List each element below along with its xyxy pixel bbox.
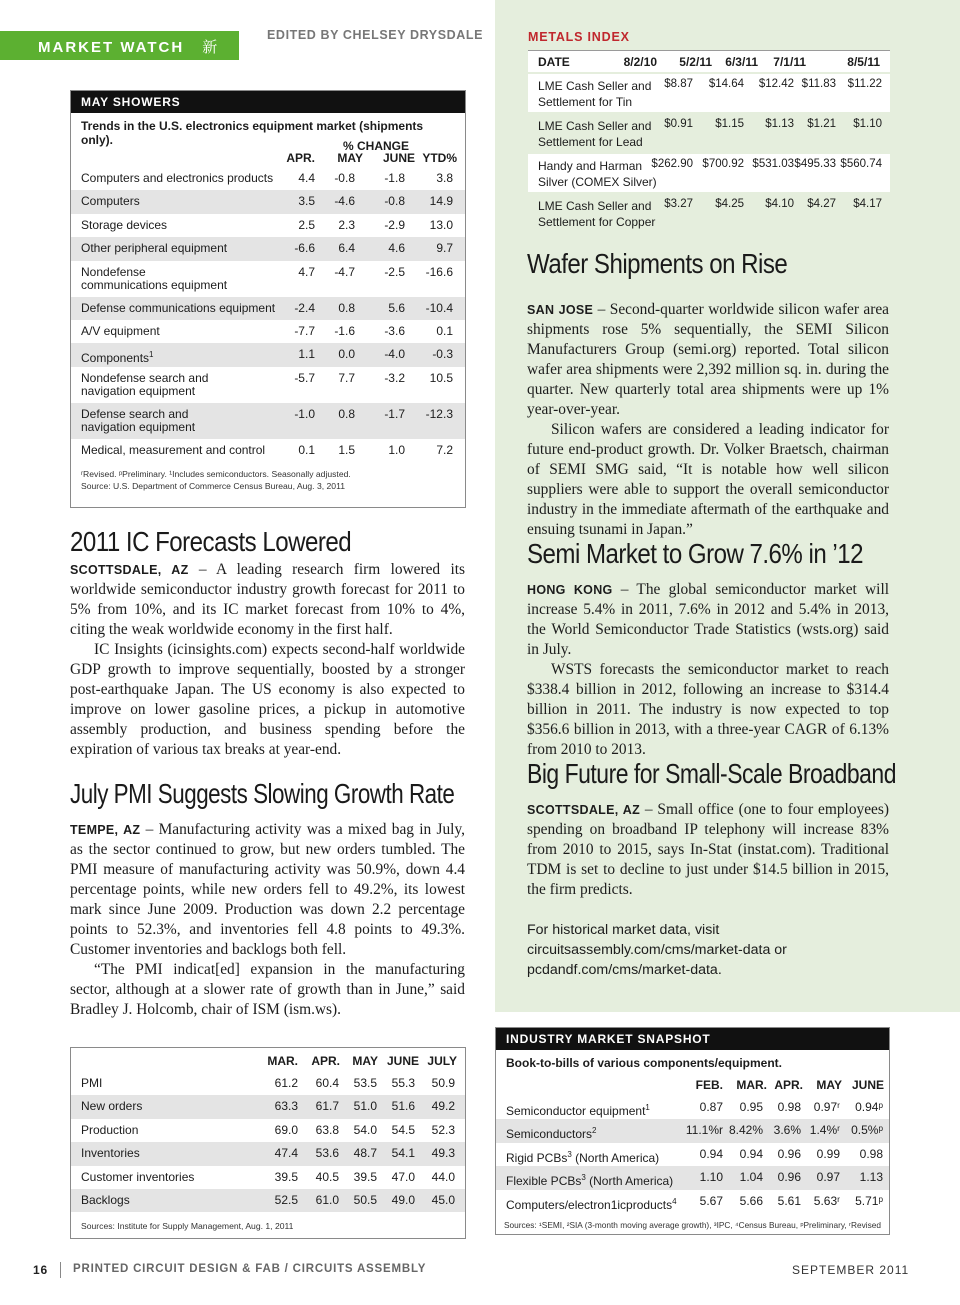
table-row: [71, 1166, 465, 1189]
semi-dateline: HONG KONG: [527, 583, 613, 597]
table-cell: 50.5: [353, 1192, 377, 1207]
table-cell: 9.7: [436, 241, 453, 256]
snap-col-may: MAY: [816, 1078, 842, 1092]
table-cell: $4.10: [765, 198, 794, 210]
table-cell: -1.0: [294, 406, 315, 421]
table-cell: 3.5: [298, 194, 315, 209]
table-cell: 0.0: [338, 347, 355, 362]
table-cell: 7.7: [338, 370, 355, 385]
table-cell: 52.3: [431, 1122, 455, 1137]
table-cell: 0.98: [777, 1100, 801, 1114]
table-cell: 44.0: [431, 1169, 455, 1184]
semi-p1: – The global semiconductor market will increase 5.4% in 2011, 7.6% in 2012 and 5.4% in 2013, the World Semiconductor Trade Statistics (wsts.org) said in July.: [527, 581, 889, 658]
table-row: [71, 1072, 465, 1095]
row-label-text: Defense search and: [81, 406, 189, 421]
wafer-p2: Silicon wafers are considered a leading indicator for future end-product growth. Dr. Volker Braetsch, chairman of SEMI SMG said, “It is notable how well silicon suppliers were able to support the overall semiconductor industry in the immediate aftermath of the earthquake and ensuing tsunami in Japan.”: [527, 421, 889, 538]
table-row: [528, 152, 890, 192]
snap-col-apr: APR.: [774, 1078, 803, 1092]
table-cell: $4.17: [853, 198, 882, 210]
table-cell: 54.0: [353, 1122, 377, 1137]
row-label: [506, 1171, 673, 1188]
row-label-text: Defense communications equipment: [81, 300, 276, 315]
table-cell: $495.33: [794, 158, 836, 170]
row-label: PMI: [81, 1076, 103, 1090]
may-showers-rows: [71, 167, 465, 462]
table-cell: 0.1: [298, 442, 315, 457]
wafer-body: [527, 300, 889, 540]
pmi-dateline: TEMPE, AZ: [70, 823, 141, 837]
row-label-text: Rigid PCBs: [506, 1150, 568, 1165]
table-row: [71, 297, 465, 320]
table-cell: 2.3: [338, 217, 355, 232]
pmi-col-mar: MAR.: [267, 1054, 298, 1068]
row-label: [81, 408, 195, 434]
table-cell: 60.4: [315, 1076, 339, 1090]
table-cell: $8.87: [664, 78, 693, 90]
col-apr: APR.: [286, 151, 315, 165]
table-cell: $1.15: [715, 118, 744, 130]
row-label-sup: 1: [645, 1103, 650, 1112]
table-cell: 0.8: [338, 300, 355, 315]
table-cell: 51.6: [391, 1099, 415, 1114]
table-cell: -7.7: [294, 323, 315, 338]
metals-col-2: 5/2/11: [679, 55, 712, 69]
table-cell: 2.5: [298, 217, 315, 232]
pmi-col-apr: APR.: [311, 1054, 340, 1068]
page-number: 16: [33, 1263, 48, 1277]
table-cell: 11.1%r: [685, 1123, 723, 1138]
snapshot-table: [495, 1027, 890, 1235]
table-cell: 51.0: [353, 1099, 377, 1114]
wafer-p1: – Second-quarter worldwide silicon wafer area shipments rose 5% sequentially, the SEMI Silicon Manufacturers Group (semi.org) reported. Total silicon wafer area shipments were 2,392 million sq. in. during the quarter. New quarterly total area shipments were up 1% year-over-year.: [527, 301, 889, 418]
table-cell: $4.27: [807, 198, 836, 210]
row-label-text: Computers and electronics products: [81, 171, 274, 185]
table-row: [71, 439, 465, 462]
table-row: [496, 1096, 889, 1119]
may-footnote-2: Source: U.S. Department of Commerce Census Bureau, Aug. 3, 2011: [81, 481, 345, 492]
row-label-text: A/V equipment: [81, 323, 160, 338]
table-cell: 5.63ʳ: [813, 1193, 840, 1208]
row-label-sup: 3: [567, 1149, 572, 1159]
table-row: [71, 320, 465, 343]
table-row: [528, 192, 890, 232]
row-label: [506, 1124, 597, 1141]
row-label: [81, 219, 167, 232]
table-row: [496, 1190, 889, 1213]
table-row: [496, 1166, 889, 1189]
row-label-text: Computers/electron1icproducts: [506, 1197, 673, 1212]
row-label-text: Medical, measurement and control: [81, 442, 266, 457]
row-label: [81, 348, 154, 365]
pmi-headline: July PMI Suggests Slowing Growth Rate: [70, 778, 455, 809]
row-label: New orders: [81, 1099, 143, 1114]
table-row: [71, 1189, 465, 1212]
table-cell: -2.4: [294, 300, 315, 315]
row-label-text: Components: [81, 351, 150, 366]
broadband-headline: Big Future for Small-Scale Broadband: [527, 758, 896, 789]
table-cell: $0.91: [664, 118, 693, 130]
metals-col-3: 6/3/11: [725, 55, 758, 69]
table-cell: 45.0: [431, 1192, 455, 1207]
row-label-tail: (North America): [585, 1174, 674, 1189]
col-june: JUNE: [382, 151, 415, 165]
table-cell: 5.61: [777, 1193, 801, 1208]
row-label-line2: navigation equipment: [81, 419, 196, 434]
table-cell: 0.1: [436, 323, 453, 338]
metals-col-1: 8/2/10: [623, 55, 657, 69]
may-showers-title: MAY SHOWERS: [71, 91, 465, 113]
row-label: [81, 372, 208, 398]
ic-headline: 2011 IC Forecasts Lowered: [70, 526, 352, 557]
table-cell: -0.3: [432, 347, 453, 362]
snapshot-subtitle: Book-to-bills of various components/equipment.: [506, 1056, 783, 1070]
table-cell: 4.7: [298, 264, 315, 279]
row-label: [81, 444, 265, 457]
row-label: LME Cash Seller and Settlement for Tin: [538, 79, 652, 109]
metals-header: [528, 50, 890, 72]
row-label: Backlogs: [81, 1192, 130, 1207]
row-label-text: Semiconductors: [506, 1127, 593, 1142]
row-label: [81, 242, 227, 255]
broadband-body: [527, 800, 889, 900]
row-label: [506, 1101, 650, 1118]
table-row: [496, 1143, 889, 1166]
table-cell: 1.10: [699, 1170, 723, 1185]
table-cell: $12.42: [758, 78, 794, 90]
row-label-sup: 2: [592, 1126, 597, 1136]
col-ytd: YTD%: [422, 151, 457, 165]
table-cell: 3.6%: [773, 1123, 801, 1138]
row-label: [506, 1148, 659, 1165]
table-cell: 0.8: [338, 406, 355, 421]
table-cell: 8.42%: [728, 1123, 763, 1138]
row-label-text: Semiconductor equipment: [506, 1104, 646, 1118]
table-cell: 0.5%ᵖ: [851, 1123, 883, 1138]
table-cell: 53.6: [315, 1146, 339, 1161]
table-cell: -0.8: [384, 194, 405, 209]
row-label-text: Computers: [81, 194, 140, 209]
table-cell: $11.83: [801, 78, 836, 90]
row-label-line2: navigation equipment: [81, 383, 196, 398]
may-showers-table: [70, 90, 466, 508]
edited-by: EDITED BY CHELSEY DRYSDALE: [267, 28, 484, 42]
table-row: [496, 1119, 889, 1142]
snap-col-feb: FEB.: [695, 1078, 723, 1092]
table-cell: -0.8: [334, 171, 355, 185]
table-cell: 0.94: [739, 1146, 763, 1161]
table-cell: $4.25: [715, 198, 744, 210]
ic-body: [70, 560, 465, 760]
table-cell: 0.99: [816, 1146, 840, 1161]
table-row: [71, 167, 465, 190]
table-cell: -2.9: [384, 217, 405, 232]
pmi-col-may: MAY: [352, 1054, 378, 1068]
table-cell: 14.9: [429, 194, 453, 209]
row-label: Inventories: [81, 1146, 140, 1161]
table-cell: 61.0: [315, 1192, 339, 1207]
table-cell: $1.21: [807, 118, 836, 130]
table-cell: 0.98: [859, 1146, 883, 1161]
row-label-text: Other peripheral equipment: [81, 241, 228, 256]
metals-title: METALS INDEX: [528, 30, 630, 44]
row-label: [81, 266, 227, 292]
table-cell: 47.4: [274, 1146, 298, 1161]
broadband-p1: – Small office (one to four employees) spending on broadband IP telephony will increase 83% from 2010 to 2015, says In-Stat (instat.com). Traditional TDM is set to decline to just under $14.5 billion in 2015, the firm predicts.: [527, 801, 889, 898]
table-cell: 0.94: [699, 1146, 723, 1161]
row-label-sup: 3: [581, 1173, 586, 1183]
table-cell: 1.0: [388, 442, 405, 457]
may-showers-subtitle: Trends in the U.S. electronics equipment market (shipments only).: [81, 119, 424, 147]
table-cell: $262.90: [651, 158, 693, 170]
table-cell: 49.2: [431, 1099, 455, 1114]
table-cell: -2.5: [384, 264, 405, 279]
snapshot-rows: [496, 1096, 889, 1213]
table-cell: 61.2: [274, 1076, 298, 1090]
row-label-sup: 4: [672, 1196, 677, 1206]
pmi-source: Sources: Institute for Supply Management, Aug. 1, 2011: [81, 1221, 294, 1232]
table-cell: 6.4: [338, 241, 355, 256]
table-cell: 63.3: [274, 1099, 298, 1114]
table-cell: 54.5: [391, 1122, 415, 1137]
table-cell: -10.4: [425, 300, 453, 315]
metals-col-date: DATE: [538, 55, 570, 69]
row-label-text: Storage devices: [81, 217, 168, 232]
table-row: [71, 1142, 465, 1165]
table-row: [528, 112, 890, 152]
table-row: [71, 214, 465, 237]
table-cell: $560.74: [840, 158, 882, 170]
table-row: [71, 403, 465, 439]
table-cell: 0.96: [777, 1170, 801, 1185]
semi-headline: Semi Market to Grow 7.6% in ’12: [527, 538, 863, 569]
row-label: LME Cash Seller and Settlement for Lead: [538, 119, 652, 149]
table-cell: -4.6: [334, 194, 355, 209]
table-row: [71, 237, 465, 260]
snapshot-source: Sources: ¹SEMI, ²SIA (3-month moving average growth), ³IPC, ⁴Census Bureau, ᵖPreliminary, ʳRevised: [504, 1219, 881, 1230]
table-row: [528, 72, 890, 112]
table-cell: 49.0: [391, 1192, 415, 1207]
table-cell: $1.10: [853, 118, 882, 130]
table-cell: $700.92: [702, 158, 744, 170]
table-cell: 39.5: [274, 1169, 298, 1184]
pmi-table-header: [71, 1048, 465, 1072]
table-cell: 1.13: [859, 1170, 883, 1185]
snap-col-mar: MAR.: [736, 1078, 767, 1092]
row-label-text: Nondefense search and: [81, 370, 209, 385]
table-cell: $14.64: [708, 78, 744, 90]
issue-date: SEPTEMBER 2011: [792, 1263, 910, 1277]
row-label-tail: (North America): [571, 1150, 660, 1165]
table-cell: $11.22: [847, 78, 882, 90]
metals-col-5: 8/5/11: [847, 55, 880, 69]
table-cell: 48.7: [353, 1146, 377, 1161]
pmi-body: [70, 820, 465, 1020]
pmi-table: [70, 1047, 466, 1239]
table-cell: 5.6: [388, 300, 405, 315]
row-label: [81, 195, 140, 208]
table-row: [71, 1095, 465, 1118]
table-cell: -12.3: [425, 406, 453, 421]
table-row: [71, 343, 465, 366]
table-cell: 0.87: [699, 1100, 723, 1114]
table-cell: 54.1: [391, 1146, 415, 1161]
table-cell: 47.0: [391, 1169, 415, 1184]
row-label-sup: 1: [149, 350, 154, 360]
table-cell: -1.8: [384, 171, 405, 185]
table-cell: -3.6: [384, 323, 405, 338]
table-cell: -4.0: [384, 347, 405, 362]
table-cell: 0.95: [739, 1100, 763, 1114]
table-cell: -1.7: [384, 406, 405, 421]
ic-p1: – A leading research firm lowered its worldwide semiconductor industry growth forecast for 2011 to 5% from 10%, and its IC market forecast from 10% to 4%, citing the weak worldwide economy in the first half.: [70, 561, 465, 638]
row-label: LME Cash Seller and Settlement for Copper: [538, 199, 656, 229]
metals-table: [528, 50, 890, 232]
row-label-text: Nondefense: [81, 264, 146, 279]
row-label: Production: [81, 1122, 139, 1137]
snapshot-title: INDUSTRY MARKET SNAPSHOT: [496, 1028, 889, 1050]
table-cell: $1.13: [765, 118, 794, 130]
table-cell: $3.27: [664, 198, 693, 210]
table-cell: 40.5: [315, 1169, 339, 1184]
table-cell: 13.0: [429, 217, 453, 232]
table-row: [71, 190, 465, 213]
row-label-line2: communications equipment: [81, 277, 228, 292]
publication-name: PRINTED CIRCUIT DESIGN & FAB / CIRCUITS ASSEMBLY: [73, 1263, 427, 1275]
table-cell: 0.97ʳ: [813, 1100, 840, 1114]
snapshot-header: [496, 1072, 889, 1096]
table-cell: 3.8: [436, 171, 453, 185]
pmi-col-july: JULY: [427, 1054, 457, 1068]
table-cell: 50.9: [431, 1076, 455, 1090]
broadband-dateline: SCOTTSDALE, AZ: [527, 803, 641, 817]
table-cell: 0.97: [816, 1170, 840, 1185]
table-row: [71, 261, 465, 297]
table-cell: 1.4%ʳ: [809, 1123, 840, 1138]
table-cell: 39.5: [353, 1169, 377, 1184]
row-label: Customer inventories: [81, 1169, 195, 1184]
table-cell: 7.2: [436, 442, 453, 457]
market-data-link[interactable]: For historical market data, visit circuitsassembly.com/cms/market-data or pcdandf.com/cms/market-data.: [527, 922, 787, 978]
metals-col-4: 7/1/11: [773, 55, 806, 69]
row-label-text: Flexible PCBs: [506, 1174, 582, 1189]
table-cell: 61.7: [315, 1099, 339, 1114]
pmi-p2: “The PMI indicat[ed] expansion in the manufacturing sector, although at a slower rate of growth than in June,” said Bradley J. Holcomb, chair of ISM (ism.ws).: [70, 961, 465, 1018]
row-label: [506, 1195, 677, 1212]
row-label: [81, 172, 273, 185]
section-tag: [0, 31, 239, 77]
table-cell: 1.5: [338, 442, 355, 457]
semi-p2: WSTS forecasts the semiconductor market to reach $338.4 billion in 2012, following an increase to $314.4 billion in 2011. The industry is now expected to top $356.6 billion in 2013, with a three-year CAGR of 6.13% from 2010 to 2013.: [527, 661, 889, 758]
pmi-col-june: JUNE: [386, 1054, 419, 1068]
may-footnote-1: ʳRevised. ᵖPreliminary. ¹Includes semiconductors. Seasonally adjusted.: [81, 469, 351, 480]
pmi-table-rows: [71, 1072, 465, 1212]
table-cell: 49.3: [431, 1146, 455, 1161]
table-cell: 5.66: [739, 1193, 763, 1208]
col-may: MAY: [337, 151, 363, 165]
wafer-dateline: SAN JOSE: [527, 303, 594, 317]
wafer-headline: Wafer Shipments on Rise: [527, 248, 788, 279]
may-showers-header: [71, 137, 465, 167]
table-cell: 52.5: [274, 1192, 298, 1207]
semi-body: [527, 580, 889, 760]
table-cell: -3.2: [384, 370, 405, 385]
pmi-p1: – Manufacturing activity was a mixed bag in July, as the sector continued to grow, but new orders tumbled. The PMI measure of manufacturing activity was 50.9%, down 4.4 percentage points, while new orders fell to 49.2%, its lowest mark since June 2009. Production was down 2.2 percentage points to 52.3%, and inventories fell 4.8 points to 49.3%. Customer inventories and backlogs both fell.: [70, 821, 465, 958]
table-cell: -4.7: [334, 264, 355, 279]
table-cell: 55.3: [391, 1076, 415, 1090]
ic-dateline: SCOTTSDALE, AZ: [70, 563, 189, 577]
table-row: [71, 367, 465, 403]
table-row: [71, 1119, 465, 1142]
row-label: [81, 302, 275, 315]
table-cell: -16.6: [425, 264, 453, 279]
section-tag-label: MARKET WATCH: [38, 39, 185, 56]
row-label: Handy and Harman Silver (COMEX Silver): [538, 159, 657, 189]
row-label: [81, 325, 160, 338]
table-cell: 0.94ᵖ: [855, 1100, 883, 1114]
table-cell: -5.7: [294, 370, 315, 385]
table-cell: 10.5: [429, 370, 453, 385]
table-cell: 63.8: [315, 1122, 339, 1137]
table-cell: 5.67: [699, 1193, 723, 1208]
snap-col-june: JUNE: [851, 1078, 884, 1092]
table-cell: 69.0: [274, 1122, 298, 1137]
pct-change-label: % CHANGE: [342, 139, 409, 153]
table-cell: -6.6: [294, 241, 315, 256]
table-cell: 4.6: [388, 241, 405, 256]
table-cell: $531.03: [752, 158, 794, 170]
table-cell: 0.96: [777, 1146, 801, 1161]
table-cell: 1.1: [298, 347, 315, 362]
table-cell: 4.4: [298, 171, 315, 185]
table-cell: 1.04: [739, 1170, 763, 1185]
metals-rows: [528, 72, 890, 232]
table-cell: 5.71ᵖ: [855, 1193, 883, 1208]
ic-p2: IC Insights (icinsights.com) expects second-half worldwide GDP growth to improve sequentially, boosted by a stronger post-earthquake Japan. The US economy is also expected to improve on lower gasoline prices, a pickup in automotive assembly production, and business spending before the expiration of various tax breaks at year-end.: [70, 641, 465, 758]
footer-separator: [60, 1262, 61, 1278]
section-tag-cn: 新闻: [38, 39, 222, 77]
table-cell: 53.5: [353, 1076, 377, 1090]
table-cell: -1.6: [334, 323, 355, 338]
